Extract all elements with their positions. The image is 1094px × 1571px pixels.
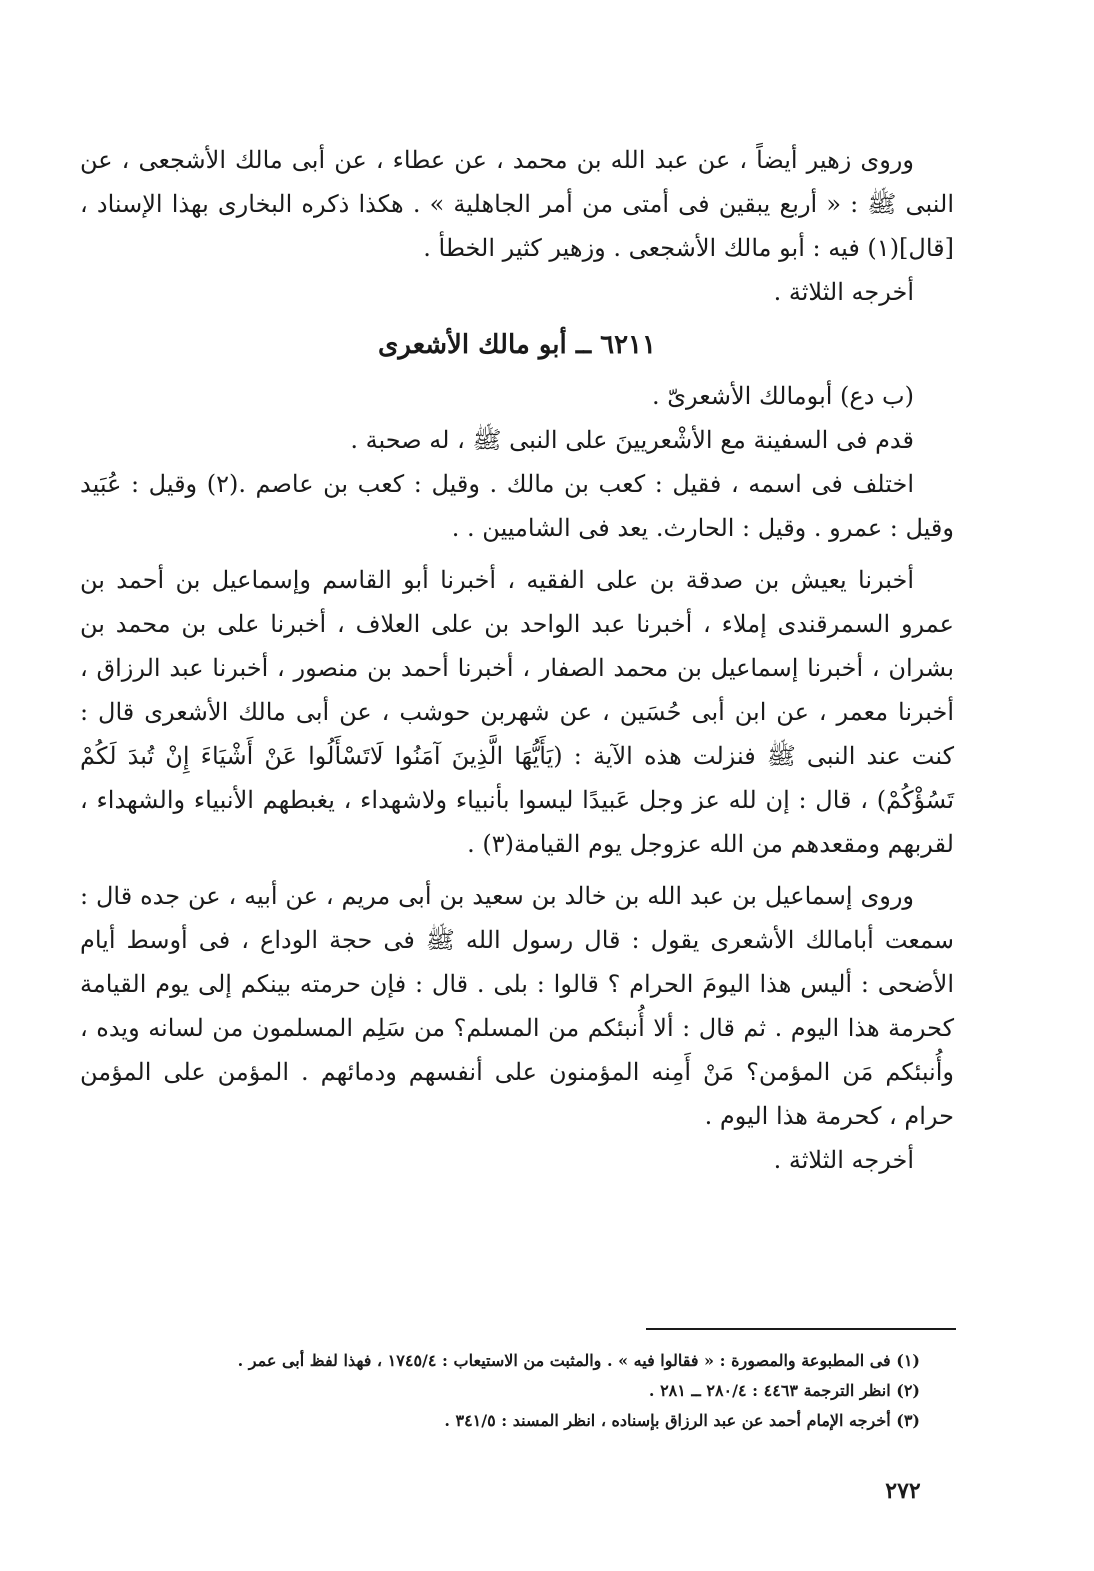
main-text — [80, 138, 954, 1182]
entry-companion-note: قدم فى السفينة مع الأشْعريينَ على النبى ﷺ ، له صحبة . — [350, 426, 914, 454]
paragraph-akhrajahu-1: أخرجه الثلاثة . — [773, 278, 914, 306]
entry-hadith-second: وروى إسماعيل بن عبد الله بن خالد بن سعيد بن أبى مريم ، عن أبيه ، عن جده قال : سمعت أبامالك الأشعرى يقول : قال رسول الله ﷺ فى حجة الوداع ، فى أوسط أيام الأضحى : أليس هذا اليومَ الحرام ؟ قالوا : بلى . قال : فإن حرمته بينكم إلى يوم القيامة كحرمة هذا اليوم . ثم قال : ألا أُنبئكم من المسلم؟ من سَلِم المسلمون من لسانه ويده ، وأُنبئكم مَن المؤمن؟ مَنْ أَمِنه المؤمنون على أنفسهم ودمائهم . المؤمن على المؤمن حرام ، كحرمة هذا اليوم . — [80, 882, 954, 1130]
paragraph-zuhayr-narration: وروى زهير أيضاً ، عن عبد الله بن محمد ، عن عطاء ، عن أبى مالك الأشجعى ، عن النبى ﷺ : « أربع يبقين فى أمتى من أمر الجاهلية » . هكذا ذكره البخارى بهذا الإسناد ، [قال](١) فيه : أبو مالك الأشجعى . وزهير كثير الخطأ . — [80, 146, 954, 262]
entry-hadith-isnad: أخبرنا يعيش بن صدقة بن على الفقيه ، أخبرنا أبو القاسم وإسماعيل بن أحمد بن عمرو السمرقندى إملاء ، أخبرنا عبد الواحد بن على العلاف ، أخبرنا على بن محمد بن بشران ، أخبرنا إسماعيل بن محمد الصفار ، أخبرنا أحمد بن منصور ، أخبرنا عبد الرزاق ، أخبرنا معمر ، عن ابن أبى حُسَين ، عن شهربن حوشب ، عن أبى مالك الأشعرى قال : كنت عند النبى ﷺ فنزلت هذه الآية : (يَأَيُّهَا الَّذِينَ آمَنُوا لَاتَسْأَلُوا عَنْ أَشْيَاءَ إِنْ تُبدَ لَكُمْ تَسُؤْكُمْ) ، قال : إن لله عز وجل عَبيدًا ليسوا بأنبياء ولاشهداء ، يغبطهم الأنبياء والشهداء ، لقربهم ومقعدهم من الله عزوجل يوم القيامة(٣) . — [80, 566, 954, 858]
footnote-divider — [646, 1328, 956, 1330]
entry-sigla: (ب دع) أبومالك الأشعرىّ . — [652, 382, 914, 410]
footnote-1: (١) فى المطبوعة والمصورة : « فقالوا فيه » . والمثبت من الاستيعاب : ١٧٤٥/٤ ، فهذا لفظ أبى عمر . — [237, 1351, 920, 1370]
footnotes — [160, 1346, 920, 1436]
entry-heading: ٦٢١١ ــ أبو مالك الأشعرى — [378, 330, 656, 360]
page-number: ٢٧٢ — [885, 1478, 921, 1504]
footnote-2: (٢) انظر الترجمة ٤٤٦٣ : ٢٨٠/٤ ــ ٢٨١ . — [648, 1381, 920, 1400]
entry-name-dispute: اختلف فى اسمه ، فقيل : كعب بن مالك . وقيل : كعب بن عاصم .(٢) وقيل : عُبَيد وقيل : عمرو . وقيل : الحارث. يعد فى الشاميين . . — [80, 470, 954, 542]
paragraph-akhrajahu-2: أخرجه الثلاثة . — [773, 1146, 914, 1174]
footnote-3: (٣) أخرجه الإمام أحمد عن عبد الرزاق بإسناده ، انظر المسند : ٣٤١/٥ . — [444, 1411, 920, 1430]
